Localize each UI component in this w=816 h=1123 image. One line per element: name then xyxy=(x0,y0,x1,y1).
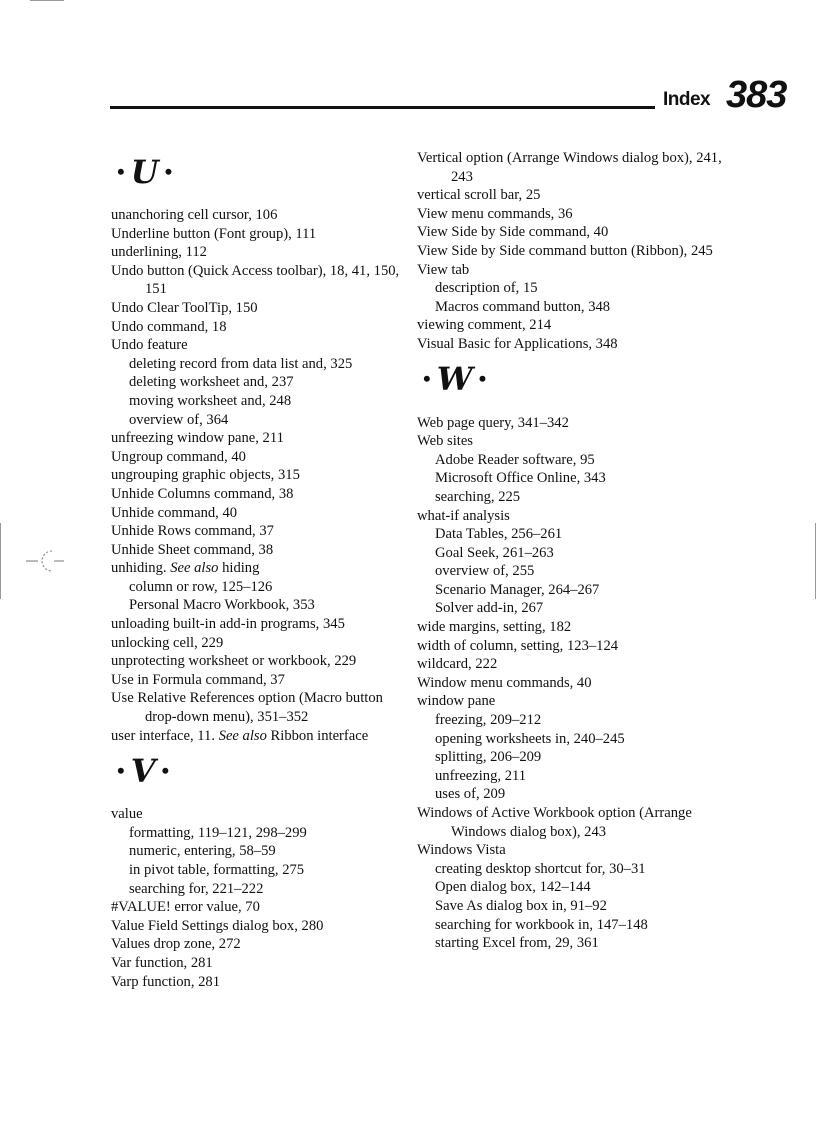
index-entry: Web sites xyxy=(417,433,473,450)
index-subentry: freezing, 209–212 xyxy=(435,712,542,729)
index-entry: Use Relative References option (Macro button drop-down menu), 351–352 xyxy=(111,690,383,726)
heading-bullet: • xyxy=(423,366,431,392)
index-entry: View menu commands, 36 xyxy=(417,205,573,222)
heading-bullet: • xyxy=(478,366,487,392)
index-entry: viewing comment, 214 xyxy=(417,317,552,334)
index-subentry: Microsoft Office Online, 343 xyxy=(435,470,606,487)
index-entry: Window menu commands, 40 xyxy=(417,674,592,691)
index-subentry: splitting, 206–209 xyxy=(435,749,542,766)
heading-bullet: • xyxy=(161,757,170,783)
index-entry: what-if analysis xyxy=(417,507,510,524)
index-entry: Use in Formula command, 37 xyxy=(111,671,285,688)
index-entry: unfreezing window pane, 211 xyxy=(111,430,284,447)
section-heading-u xyxy=(111,146,411,198)
heading-bullet: • xyxy=(117,158,125,184)
index-entry: Unhide command, 40 xyxy=(111,504,238,521)
index-entry: Unhide Columns command, 38 xyxy=(111,485,294,502)
index-entry: Windows Vista xyxy=(417,842,506,859)
index-entry: View Side by Side command button (Ribbon), 245 xyxy=(417,242,713,259)
index-subentry: uses of, 209 xyxy=(435,786,506,803)
index-entry: Values drop zone, 272 xyxy=(111,936,241,953)
index-subentry: description of, 15 xyxy=(435,280,538,297)
index-entry: Underline button (Font group), 111 xyxy=(111,225,317,242)
heading-letter: U xyxy=(130,152,159,191)
index-entry: value xyxy=(111,806,143,823)
index-subentry: deleting worksheet and, 237 xyxy=(129,374,294,391)
index-entry: View tab xyxy=(417,261,470,278)
index-entry: Var function, 281 xyxy=(111,954,213,971)
index-entry: Unhide Rows command, 37 xyxy=(111,523,274,540)
index-entry: vertical scroll bar, 25 xyxy=(417,187,541,204)
header-rule xyxy=(110,106,655,109)
index-subentry: deleting record from data list and, 325 xyxy=(129,355,353,372)
heading-bullet: • xyxy=(117,757,125,783)
index-entry: wildcard, 222 xyxy=(417,656,498,673)
index-subentry: Open dialog box, 142–144 xyxy=(435,879,591,896)
index-entry: unlocking cell, 229 xyxy=(111,634,224,651)
index-entry: Undo button (Quick Access toolbar), 18, 41, 150, 151 xyxy=(111,262,400,298)
index-entry: width of column, setting, 123–124 xyxy=(417,637,619,654)
index-subentry: moving worksheet and, 248 xyxy=(129,392,292,409)
index-subentry: Data Tables, 256–261 xyxy=(435,526,563,543)
index-subentry: Save As dialog box in, 91–92 xyxy=(435,897,607,914)
index-entry: user interface, 11. See also Ribbon interface xyxy=(111,727,369,744)
heading-letter: V xyxy=(130,751,156,790)
index-subentry: numeric, entering, 58–59 xyxy=(129,843,276,860)
index-column-left xyxy=(111,146,411,991)
index-entry: Vertical option (Arrange Windows dialog box), 241, 243 xyxy=(417,150,722,185)
index-entry: Varp function, 281 xyxy=(111,973,221,990)
index-entry: View Side by Side command, 40 xyxy=(417,224,609,241)
index-subentry: Personal Macro Workbook, 353 xyxy=(129,597,315,614)
index-entry: window pane xyxy=(417,693,496,710)
index-entry: Web page query, 341–342 xyxy=(417,414,569,431)
index-entry: Ungroup command, 40 xyxy=(111,448,246,465)
index-entry: Undo Clear ToolTip, 150 xyxy=(111,299,258,316)
index-subentry: starting Excel from, 29, 361 xyxy=(435,935,599,952)
section-heading-v xyxy=(111,745,411,797)
registration-mark-icon xyxy=(26,548,66,574)
index-subentry: searching for, 221–222 xyxy=(129,880,264,897)
crop-mark-top xyxy=(30,0,64,3)
index-entry: wide margins, setting, 182 xyxy=(417,619,572,636)
index-subentry: column or row, 125–126 xyxy=(129,578,273,595)
index-subentry: in pivot table, formatting, 275 xyxy=(129,862,305,878)
index-subentry: Goal Seek, 261–263 xyxy=(435,544,554,561)
index-subentry: searching for workbook in, 147–148 xyxy=(435,916,648,933)
index-entry: unhiding. See also hiding xyxy=(111,560,260,577)
index-entry: underlining, 112 xyxy=(111,244,207,261)
heading-letter: W xyxy=(436,360,473,399)
index-subentry: formatting, 119–121, 298–299 xyxy=(129,824,307,841)
page-number: 383 xyxy=(726,74,787,116)
index-entry: Undo command, 18 xyxy=(111,318,227,335)
index-entry: Unhide Sheet command, 38 xyxy=(111,541,274,558)
index-subentry: unfreezing, 211 xyxy=(435,767,527,784)
index-entry: unloading built-in add-in programs, 345 xyxy=(111,616,345,633)
page-edge-left xyxy=(0,523,1,599)
section-heading-w xyxy=(417,354,727,406)
index-subentry: overview of, 364 xyxy=(129,411,229,428)
index-entry: unanchoring cell cursor, 106 xyxy=(111,207,278,223)
heading-bullet: • xyxy=(164,158,173,184)
index-subentry: Scenario Manager, 264–267 xyxy=(435,581,600,598)
index-entry: Undo feature xyxy=(111,337,188,354)
index-subentry: overview of, 255 xyxy=(435,563,535,580)
index-column-right xyxy=(417,149,727,953)
index-entry: unprotecting worksheet or workbook, 229 xyxy=(111,653,357,670)
index-subentry: Solver add-in, 267 xyxy=(435,600,544,617)
index-subentry: creating desktop shortcut for, 30–31 xyxy=(435,860,646,877)
index-entry: ungrouping graphic objects, 315 xyxy=(111,467,300,484)
index-entry: Windows of Active Workbook option (Arrange Windows dialog box), 243 xyxy=(417,805,692,840)
index-subentry: Adobe Reader software, 95 xyxy=(435,451,595,468)
index-entry: Value Field Settings dialog box, 280 xyxy=(111,917,324,934)
index-subentry: searching, 225 xyxy=(435,488,521,505)
running-header: Index xyxy=(663,89,711,110)
index-entry: #VALUE! error value, 70 xyxy=(111,899,260,916)
index-subentry: Macros command button, 348 xyxy=(435,298,611,315)
index-entry: Visual Basic for Applications, 348 xyxy=(417,335,618,352)
index-subentry: opening worksheets in, 240–245 xyxy=(435,730,625,747)
